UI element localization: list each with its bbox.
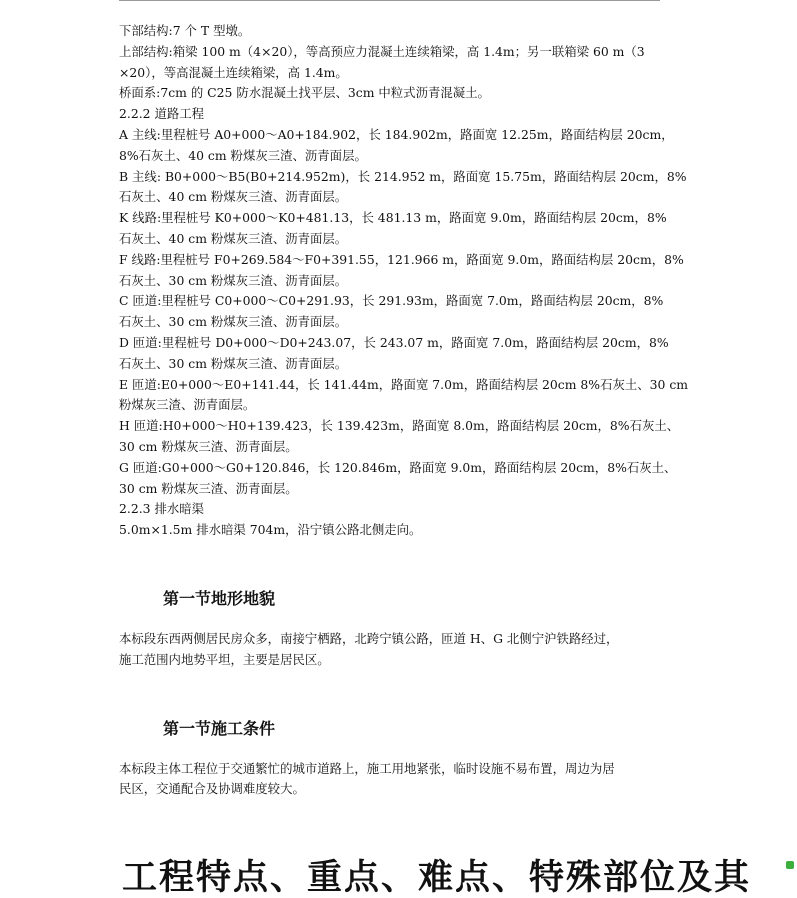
text-line: K 线路:里程桩号 K0+000～K0+481.13，长 481.13 m，路面宽 9.0m，路面结构层 20cm，8% [119, 210, 667, 226]
text-line: 本标段东西两侧居民房众多，南接宁栖路，北跨宁镇公路，匝道 H、G 北侧宁沪铁路经过， [119, 630, 619, 646]
text-line: 民区，交通配合及协调难度较大。 [119, 781, 305, 797]
text-line: G 匝道:G0+000～G0+120.846，长 120.846m，路面宽 9.0m，路面结构层 20cm，8%石灰土、 [119, 459, 677, 475]
document-body [119, 21, 689, 800]
text-line: 石灰土、30 cm 粉煤灰三渣、沥青面层。 [119, 314, 348, 330]
text-line: D 匝道:里程桩号 D0+000～D0+243.07，长 243.07 m，路面宽 7.0m，路面结构层 20cm，8% [119, 334, 669, 350]
text-line: 石灰土、40 cm 粉煤灰三渣、沥青面层。 [119, 189, 348, 205]
text-line: 8%石灰土、40 cm 粉煤灰三渣、沥青面层。 [119, 147, 367, 163]
text-line: 30 cm 粉煤灰三渣、沥青面层。 [119, 438, 298, 454]
text-line: 上部结构:箱梁 100 m（4×20），等高预应力混凝土连续箱梁，高 1.4m；另一联箱梁 60 m（3 [119, 43, 645, 59]
text-line: 施工范围内地势平坦，主要是居民区。 [119, 651, 330, 667]
text-line: A 主线:里程桩号 A0+000～A0+184.902，长 184.902m，路面宽 12.25m，路面结构层 20cm， [119, 126, 674, 142]
text-line: F 线路:里程桩号 F0+269.584～F0+391.55，121.966 m，路面宽 9.0m，路面结构层 20cm，8% [119, 251, 684, 267]
chapter-heading: 工程特点、重点、难点、特殊部位及其 [122, 858, 752, 898]
conditions-paragraph [119, 759, 679, 801]
text-line: 30 cm 粉煤灰三渣、沥青面层。 [119, 480, 298, 496]
text-line: 桥面系:7cm 的 C25 防水混凝土找平层、3cm 中粒式沥青混凝土。 [119, 85, 490, 101]
top-rule [119, 0, 660, 1]
section-heading-terrain: 第一节地形地貌 [163, 588, 276, 608]
corner-marker-icon [786, 861, 794, 869]
text-line: 下部结构:7 个 T 型墩。 [119, 23, 251, 38]
text-line: ×20），等高混凝土连续箱梁，高 1.4m。 [119, 64, 348, 80]
section-heading-conditions: 第一节施工条件 [163, 718, 276, 738]
text-line: E 匝道:E0+000～E0+141.44，长 141.44m，路面宽 7.0m，路面结构层 20cm 8%石灰土、30 cm [119, 376, 689, 392]
text-line: B 主线: B0+000～B5(B0+214.952m)，长 214.952 m，路面宽 15.75m，路面结构层 20cm，8% [119, 168, 687, 184]
text-line: 石灰土、40 cm 粉煤灰三渣、沥青面层。 [119, 230, 348, 246]
subsection-title: 2.2.3 排水暗渠 [119, 501, 205, 517]
subsection-title: 2.2.2 道路工程 [119, 106, 205, 122]
text-line: 本标段主体工程位于交通繁忙的城市道路上，施工用地紧张，临时设施不易布置，周边为居 [119, 760, 615, 776]
engineering-overview [119, 21, 689, 541]
text-line: 5.0m×1.5m 排水暗渠 704m，沿宁镇公路北侧走向。 [119, 522, 422, 538]
text-line: 粉煤灰三渣、沥青面层。 [119, 397, 256, 413]
text-line: C 匝道:里程桩号 C0+000～C0+291.93，长 291.93m，路面宽 7.0m，路面结构层 20cm，8% [119, 293, 664, 309]
text-line: 石灰土、30 cm 粉煤灰三渣、沥青面层。 [119, 355, 348, 371]
terrain-paragraph [119, 629, 679, 671]
text-line: H 匝道:H0+000～H0+139.423，长 139.423m，路面宽 8.0m，路面结构层 20cm，8%石灰土、 [119, 418, 680, 434]
text-line: 石灰土、30 cm 粉煤灰三渣、沥青面层。 [119, 272, 348, 288]
